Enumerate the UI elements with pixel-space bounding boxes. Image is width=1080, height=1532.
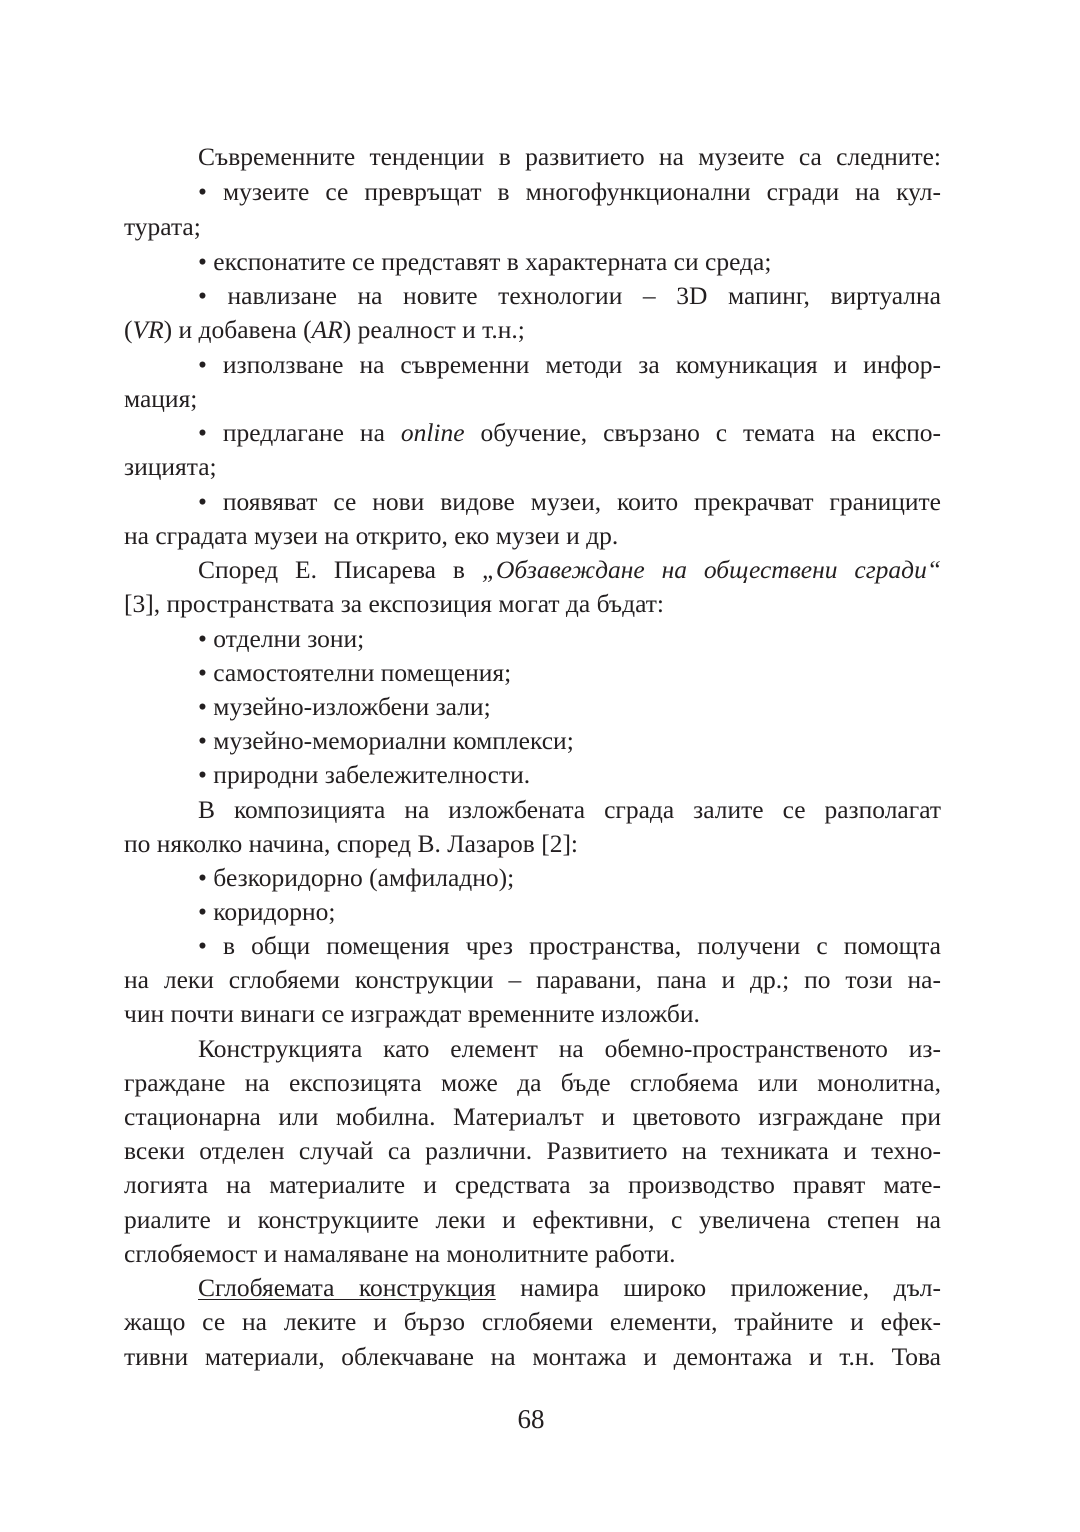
- text-line: [124, 1168, 941, 1202]
- text-line: [198, 656, 941, 690]
- text-line: [198, 895, 941, 929]
- text-segment: • използване на съвременни методи за комуникация и инфор-: [198, 350, 941, 379]
- text-line: [198, 175, 941, 209]
- text-segment: • музейно-мемориални комплекси;: [198, 726, 574, 755]
- text-segment: • безкоридорно (амфиладно);: [198, 863, 515, 892]
- text-segment: зицията;: [124, 452, 217, 481]
- text-line: [198, 245, 941, 279]
- text-line: [124, 382, 941, 416]
- text-segment: граждане на експозицята може да бъде сглобяема или монолитна,: [124, 1068, 941, 1097]
- text-segment: • самостоятелни помещения;: [198, 658, 512, 687]
- text-segment: логията на материалите и средствата за производство правят мате-: [124, 1170, 941, 1199]
- text-segment: на леки сглобяеми конструкции – паравани, пана и др.; по този на-: [124, 965, 941, 994]
- text-segment: • експонатите се представят в характерната си среда;: [198, 247, 772, 276]
- text-line: [198, 279, 941, 313]
- text-line: [124, 827, 941, 861]
- text-line: [198, 416, 941, 450]
- text-line: [198, 1032, 941, 1066]
- text-segment: риалите и конструкциите леки и ефективни, с увеличена степен на: [124, 1205, 941, 1234]
- text-line: [198, 861, 941, 895]
- text-segment: по няколко начина, според В. Лазаров [2]:: [124, 829, 579, 858]
- text-segment: сглобяемост и намаляване на монолитните работи.: [124, 1239, 676, 1268]
- text-line: [124, 587, 941, 621]
- italic-text: online: [400, 418, 465, 447]
- text-segment: стационарна или мобилна. Материалът и цветовото изграждане при: [124, 1102, 941, 1131]
- text-line: [198, 348, 941, 382]
- text-segment: ) реалност и т.н.;: [342, 315, 525, 344]
- text-segment: • предлагане на: [198, 418, 401, 447]
- text-line: [198, 140, 941, 174]
- italic-text: AR: [311, 315, 343, 344]
- text-segment: • музеите се превръщат в многофункционални сгради на кул-: [198, 177, 941, 206]
- text-segment: В композицията на изложбената сграда залите се разполагат: [198, 795, 941, 824]
- text-line: [124, 1340, 941, 1374]
- text-line: [124, 210, 941, 244]
- text-segment: Съвременните тенденции в развитието на музеите са следните:: [198, 142, 941, 171]
- page-number: 68: [517, 1404, 545, 1434]
- text-segment: намира широко приложение, дъл-: [495, 1273, 941, 1302]
- underlined-term: Сглобяемата конструкция: [198, 1273, 496, 1302]
- text-line: [124, 1100, 941, 1134]
- text-segment: жащо се на леките и бързо сглобяеми елементи, трайните и ефек-: [124, 1307, 941, 1336]
- text-segment: Конструкцията като елемент на обемно-пространственото из-: [198, 1034, 941, 1063]
- text-line: [198, 690, 941, 724]
- text-segment: • коридорно;: [198, 897, 336, 926]
- text-segment: Според Е. Писарева в: [198, 555, 482, 584]
- text-segment: • появяват се нови видове музеи, които прекрачват границите: [198, 487, 941, 516]
- text-segment: турата;: [124, 212, 201, 241]
- text-segment: всеки отделен случай са различни. Развитието на техниката и техно-: [124, 1136, 941, 1165]
- text-line: [198, 793, 941, 827]
- text-line: [198, 1271, 941, 1305]
- text-line: [124, 450, 941, 484]
- text-segment: • природни забележителности.: [198, 760, 531, 789]
- text-line: [198, 724, 941, 758]
- italic-text: „Обзавеждане на обществени сгради“: [481, 555, 942, 584]
- text-line: [124, 313, 941, 347]
- text-line: [198, 485, 941, 519]
- text-segment: • отделни зони;: [198, 624, 365, 653]
- text-line: [124, 963, 941, 997]
- text-segment: обучение, свързано с темата на експо-: [464, 418, 942, 447]
- text-line: [198, 929, 941, 963]
- text-line: [124, 1305, 941, 1339]
- text-segment: на сградата музеи на открито, еко музеи и др.: [124, 521, 619, 550]
- text-segment: тивни материали, облекчаване на монтажа и демонтажа и т.н. Това: [124, 1342, 941, 1371]
- text-segment: • в общи помещения чрез пространства, получени с помощта: [198, 931, 941, 960]
- text-segment: • музейно-изложбени зали;: [198, 692, 491, 721]
- italic-text: VR: [132, 315, 164, 344]
- text-line: [124, 1237, 941, 1271]
- text-segment: • навлизане на новите технологии – 3D мапинг, виртуална: [198, 281, 941, 310]
- text-line: [198, 758, 941, 792]
- text-line: [124, 1203, 941, 1237]
- text-segment: мация;: [124, 384, 198, 413]
- text-segment: [3], пространствата за експозиция могат да бъдат:: [124, 589, 664, 618]
- text-line: [124, 519, 941, 553]
- text-line: [124, 1066, 941, 1100]
- text-line: [124, 997, 941, 1031]
- text-segment: чин почти винаги се изграждат временните изложби.: [124, 999, 700, 1028]
- text-line: [124, 1134, 941, 1168]
- text-segment: (: [124, 315, 133, 344]
- text-line: [198, 553, 941, 587]
- text-segment: ) и добавена (: [163, 315, 312, 344]
- text-line: [198, 622, 941, 656]
